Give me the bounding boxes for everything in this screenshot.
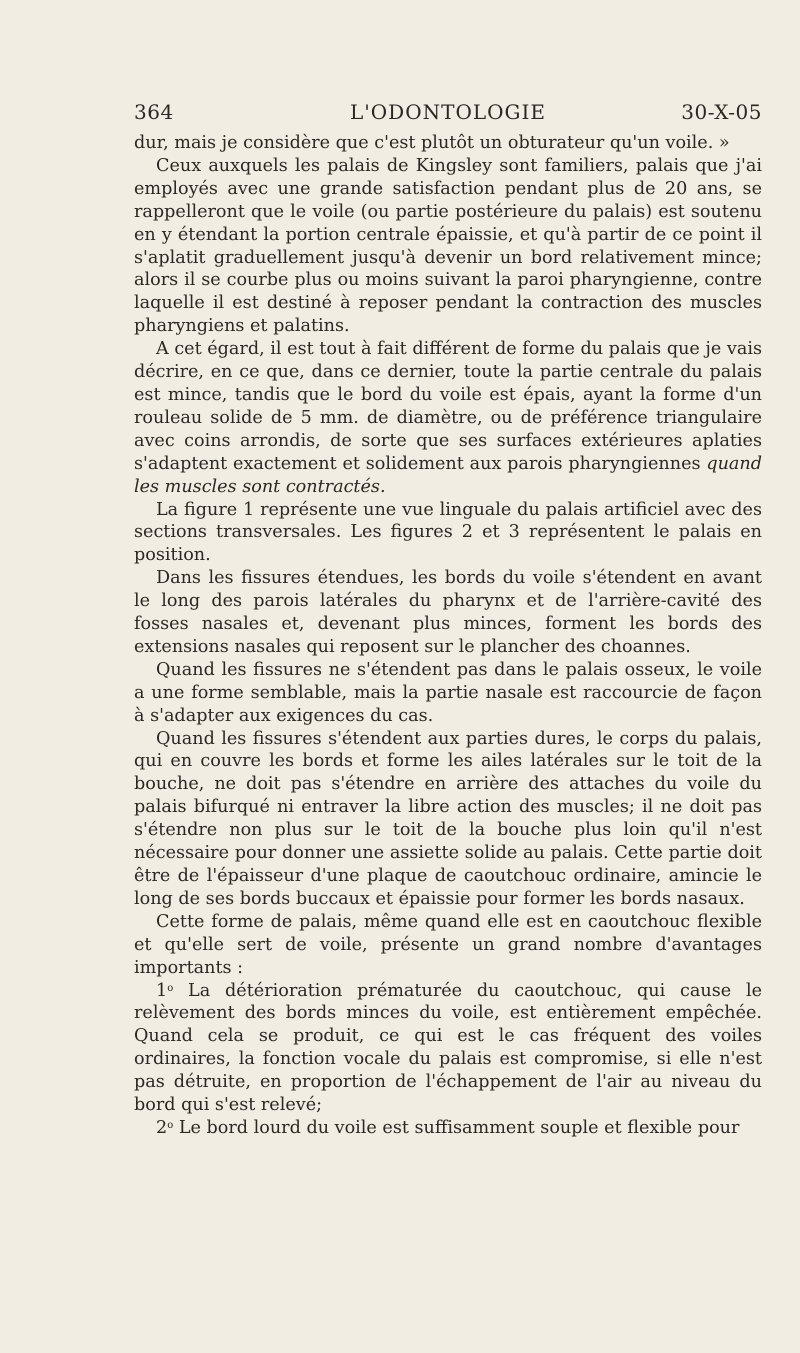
ordinal-superscript: o <box>167 982 174 994</box>
paragraph-text: Quand les fissures s'étendent aux parties dures, le corps du palais, qui en couvre les bords et forme les ailes latérales sur le toit de la bouche, ne doit pas s'étendre en arrière des attaches du voile du palais bifurqué ni entraver la libre action des muscles; il ne doit pas s'étendre non plus sur le toit de la bouche plus loin qu'il n'est nécessaire pour donner une assiette solide au palais. Cette partie doit être de l'épaisseur d'une plaque de caoutchouc ordinaire, amincie le long de ses bords buccaux et épaissie pour former les bords nasaux. <box>134 728 762 909</box>
paragraph <box>134 567 762 659</box>
paragraph-text: Cette forme de palais, même quand elle est en caoutchouc flexible et qu'elle sert de voile, présente un grand nombre d'avantages importants : <box>134 911 762 978</box>
paragraph <box>134 1117 762 1140</box>
list-ordinal: 2 <box>156 1117 168 1138</box>
paragraph <box>134 659 762 728</box>
issue-date: 30-X-05 <box>681 100 762 124</box>
paragraph-text: La détérioration prématurée du caoutchouc, qui cause le relèvement des bords minces du voile, est entièrement empêchée. Quand cela se produit, ce qui est le cas fréquent des voiles ordinaires, la fonction vocale du palais est compromise, si elle n'est pas détruite, en proportion de l'échappement de l'air au niveau du bord qui s'est relevé; <box>134 980 762 1116</box>
paragraph-text: Quand les fissures ne s'étendent pas dans le palais osseux, le voile a une forme semblable, mais la partie nasale est raccourcie de façon à s'adapter aux exigences du cas. <box>134 659 762 726</box>
paragraph-text: Le bord lourd du voile est suffisamment souple et flexible pour <box>173 1117 740 1138</box>
paragraph <box>134 155 762 338</box>
page-number: 364 <box>134 100 174 124</box>
paragraph <box>134 338 762 498</box>
list-ordinal: 1 <box>156 980 168 1001</box>
paragraph-text: Ceux auxquels les palais de Kingsley sont familiers, palais que j'ai employés avec une grande satisfaction pendant plus de 20 ans, se rappelleront que le voile (ou partie postérieure du palais) est soutenu en y étendant la portion centrale épaissie, et qu'à partir de ce point il s'aplatit graduellement jusqu'à devenir un bord relativement mince; alors il se courbe plus ou moins suivant la paroi pharyngienne, contre laquelle il est destiné à reposer pendant la contraction des muscles pharyngiens et palatins. <box>134 155 762 337</box>
paragraph-text: Dans les fissures étendues, les bords du voile s'étendent en avant le long des parois latérales du pharynx et de l'arrière-cavité des fosses nasales et, devenant plus minces, forment les bords des extensions nasales qui reposent sur le plancher des choannes. <box>134 568 762 657</box>
journal-title: L'ODONTOLOGIE <box>350 100 546 124</box>
paragraph <box>134 132 762 155</box>
paragraph <box>134 728 762 911</box>
paragraph <box>134 980 762 1117</box>
paragraph <box>134 911 762 980</box>
paragraph-text: A cet égard, il est tout à fait différent de forme du palais que je vais décrire, en ce que, dans ce dernier, toute la partie centrale du palais est mince, tandis que le bord du voile est épais, ayant la forme d'un rouleau solide de 5 mm. de diamètre, ou de préférence triangulaire avec coins arrondis, de sorte que ses surfaces extérieures aplaties s'adaptent exactement et solidement aux parois pharyngiennes <box>134 339 762 474</box>
paragraph-text: dur, mais je considère que c'est plutôt un obturateur qu'un voile. » <box>134 133 730 153</box>
paragraph <box>134 499 762 568</box>
italic-phrase: quand les muscles sont contractés. <box>134 453 763 497</box>
running-header <box>134 100 762 124</box>
body-text <box>134 132 762 1140</box>
ordinal-superscript: o <box>167 1119 174 1131</box>
paragraph-text: La figure 1 représente une vue linguale du palais artificiel avec des sections transversales. Les figures 2 et 3 représentent le palais en position. <box>134 499 762 566</box>
